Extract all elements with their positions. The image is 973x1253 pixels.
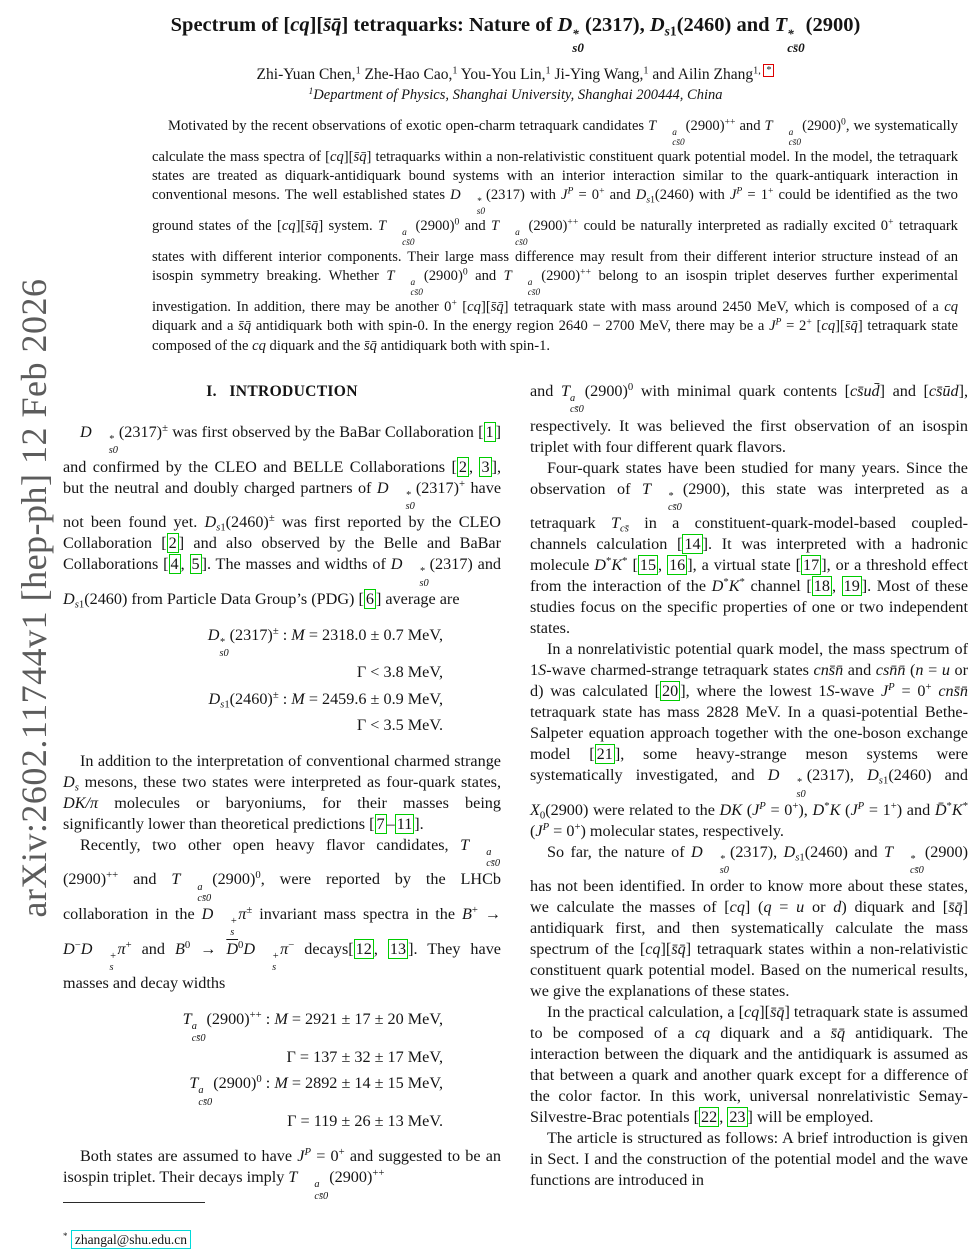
intro-paragraph-3: Recently, two other open heavy flavor candidates, T a cs̄0 (2900)++ and T a cs̄0 $(2900)^0$, were reported by the LHCb collaboration in the D + s π± invariant mass spectra in the B+ → D−D + s π+ and $B^0 \to \overline{D}^0D$ + s π− decays[ 12 , 13 ]. They have masses and decay widths <box>63 835 502 993</box>
citation-link[interactable]: 15 <box>639 556 657 575</box>
citation-link[interactable]: 2 <box>458 457 468 476</box>
paper-title: Spectrum of [cq][s̄q̄] tetraquarks: Nature of D * s0 (2317), $D_{s1}(2460)$ and T * cs̄0 (2900) <box>170 14 861 55</box>
equation-line: Γ = 137 ± 32 ± 17 MeV, <box>286 1047 443 1066</box>
affiliation: $^1$Department of Physics, Shanghai University, Shanghai 200444, China <box>308 85 723 103</box>
citation-link[interactable]: 23 <box>729 1108 746 1127</box>
citation-link[interactable]: 16 <box>669 556 686 575</box>
equation-line: Γ < 3.8 MeV, <box>356 663 443 682</box>
author-footnote-marker-link[interactable]: * <box>763 64 774 77</box>
citation-link[interactable]: 12 <box>355 939 372 958</box>
footnote-rule <box>63 1202 205 1203</box>
section-heading-introduction: I. INTRODUCTION <box>206 383 358 400</box>
paper-content <box>63 0 969 1247</box>
equation-line: $D_{s1}(2460)^\pm$ : M = 2459.6 ± 0.9 MeV, <box>208 688 443 711</box>
footnote-email-line: * zhangal@shu.edu.cn <box>63 1229 501 1250</box>
citation-link[interactable]: 20 <box>662 682 679 701</box>
citation-link[interactable]: 5 <box>191 555 200 574</box>
citation-link[interactable]: 6 <box>365 589 374 608</box>
citation-link[interactable]: 22 <box>701 1108 718 1127</box>
intro-paragraph-1: D * s0 (2317)± was first observed by the BaBar Collaboration [ 1 ] and confirmed by the CLEO and BELLE Collaborations [ 2 , 3 ], but the neutral and doubly charged partners of D * s0 (2317)+ have not been found yet. $D_{s1}(2460)^\pm$ was first reported by the CLEO Collaboration [ 2 ] and also observed by the Belle and BaBar Collaborations [ 4 , 5 ]. The masses and widths of D * s0 (2317) and $D_{s1}(2460)$ from Particle Data Group’s (PDG) [ 6 ] average are <box>63 422 502 611</box>
right-column <box>530 374 968 1191</box>
citation-link[interactable]: 2 <box>168 534 177 553</box>
intro-paragraph-7: In a nonrelativistic potential quark model, the mass spectrum of 1S-wave charmed-strange tetraquark states cns̄n̄ and csn̄n̄ (n = u or d) was calculated [ 20 ], where the lowest 1S-wave $J^P = 0^+$ cns̄n̄ tetraquark state has mass 2828 MeV. In a quasi-potential Bethe-Salpeter equation approach together with the one-boson exchange model [ 21 ], some heavy-strange meson systems were systematically investigated, and D * s0 (2317), $D_{s1}(2460)$ and $X_0(2900)$ were related to the DK $(J^P = 0^+)$, D*K $(J^P = 1^+)$ and D̄*K* $(J^P = 0^+)$ molecular states, respectively. <box>530 640 969 840</box>
intro-paragraph-8: So far, the nature of D * s0 (2317), $D_{s1}(2460)$ and T * cs̄0 (2900) has not been identified. In order to know more about these states, we calculate the masses of [cq] (q = u or d) diquark and [s̄q̄] antidiquark first, and then systematically calculate the mass spectrum of the [cq][s̄q̄] tetraquark states within a non-relativistic constituent quark potential model. Based on the numerical results, we give the explanations of these states. <box>530 842 969 1001</box>
equation-block-t-masses <box>63 1006 501 1134</box>
author-list: Zhi-Yuan Chen,$^1$ Zhe-Hao Cao,$^1$ You-You Lin,$^1$ Ji-Ying Wang,$^1$ and Ailin Zhang$^{1, *}$ <box>63 66 968 84</box>
equation-block-ds-masses <box>63 622 501 739</box>
intro-paragraph-4: Both states are assumed to have $J^P = 0^+$ and suggested to be an isospin triplet. Their decays imply T a cs̄0 (2900)++ <box>63 1146 501 1202</box>
intro-paragraph-2: In addition to the interpretation of conventional charmed strange $D_s$ mesons, these two states were interpreted as four-quark states, DK/π molecules or baryoniums, for their masses being significantly lower than theoretical predictions [ 7 – 11 ]. <box>63 751 501 833</box>
footnote-block <box>63 1202 501 1253</box>
equation-line: Γ = 119 ± 26 ± 13 MeV. <box>287 1111 443 1130</box>
citation-link[interactable]: 4 <box>170 555 179 574</box>
citation-link[interactable]: 18 <box>813 577 830 596</box>
equation-line: D * s0 (2317)± : M = 2318.0 ± 0.7 MeV, <box>207 624 443 660</box>
intro-paragraph-5: and T a cs̄0 $(2900)^0$ with minimal quark contents [cs̄ud̄] and [cs̄ūd], respectively. It was believed the first observation of an isospin triplet with four different quark flavors. <box>530 381 969 456</box>
citation-link[interactable]: 3 <box>481 457 490 476</box>
equation-line: T a cs̄0 $(2900)^0$ : M = 2892 ± 14 ± 15 MeV, <box>189 1073 443 1108</box>
citation-link[interactable]: 1 <box>485 423 494 441</box>
equation-line: T a cs̄0 (2900)++ : M = 2921 ± 17 ± 20 MeV, <box>182 1009 443 1044</box>
email-link[interactable]: zhangal@shu.edu.cn <box>71 1230 191 1249</box>
intro-paragraph-6: Four-quark states have been studied for many years. Since the observation of T * cs̄0 (2900), this state was interpreted as a tetraquark $T_{cs̄}$ in a constituent-quark-model-based coupled-channels calculation [ 14 ]. It was interpreted with a hadronic molecule D*K* [ 15 , 16 ], a virtual state [ 17 ], or a threshold effect from the interaction of the D*K* channel [ 18 , 19 ]. Most of these studies focus on the specific properties of one or two independent states. <box>530 458 969 638</box>
equation-line: Γ < 3.5 MeV. <box>356 716 443 735</box>
citation-link[interactable]: 7 <box>376 814 385 833</box>
citation-link[interactable]: 13 <box>389 939 407 958</box>
citation-link[interactable]: 17 <box>803 556 820 575</box>
citation-link[interactable]: 19 <box>843 577 860 596</box>
citation-link[interactable]: 14 <box>684 535 701 554</box>
abstract: Motivated by the recent observations of exotic open-charm tetraquark candidates T a cs̄0 (2900)++ and T a cs̄0 $(2900)^0$, we systematically calculate the mass spectra of [cq][s̄q̄] tetraquarks within a non-relativistic constituent quark potential model. In the model, the tetraquark states are treated as diquark-antidiquark bound systems with an interior interaction similar to the quark-antiquark interaction in conventional mesons. The well established states D * s0 (2317) with $J^P = 0^+$ and $D_{s1}(2460)$ with $J^P = 1^+$ could be identified as the two ground states of the [cq][s̄q̄] system. T a cs̄0 $(2900)^0$ and T a cs̄0 (2900)++ could be naturally interpreted as radially excited 0+ tetraquark states with different interior components. Their large mass difference may result from their different interior structure instead of an isospin symmetry breaking. Whether T a cs̄0 $(2900)^0$ and T a cs̄0 (2900)++ belong to an isospin triplet deserves further experimental investigation. In addition, there may be another 0+ [cq][s̄q̄] tetraquark state with mass around 2450 MeV, which is composed of a cq diquark and a s̄q̄ antidiquark both with spin-0. In the energy region 2640 − 2700 MeV, there may be a $J^P = 2^+$ [cq][s̄q̄] tetraquark state composed of the cq diquark and the s̄q̄ antidiquark both with spin-1. <box>152 116 959 354</box>
arxiv-stamp: arXiv:2602.11744v1 [hep-ph] 12 Feb 2026 <box>14 278 54 918</box>
citation-link[interactable]: 21 <box>596 745 613 764</box>
intro-paragraph-9: In the practical calculation, a [cq][s̄q̄] tetraquark state is assumed to be composed of a cq diquark and a s̄q̄ antidiquark. The interaction between the diquark and the antidiquark is assumed as that between a quark and another quark except for a difference of the color factor. In this work, universal nonrelativistic Semay-Silvestre-Brac potentials [ 22 , 23 ] will be employed. <box>530 1003 968 1127</box>
citation-link[interactable]: 11 <box>396 814 413 833</box>
intro-paragraph-10: The article is structured as follows: A brief introduction is given in Sect. I and the construction of the potential model and the wave functions are introduced in <box>530 1129 968 1190</box>
left-column <box>63 374 502 1247</box>
